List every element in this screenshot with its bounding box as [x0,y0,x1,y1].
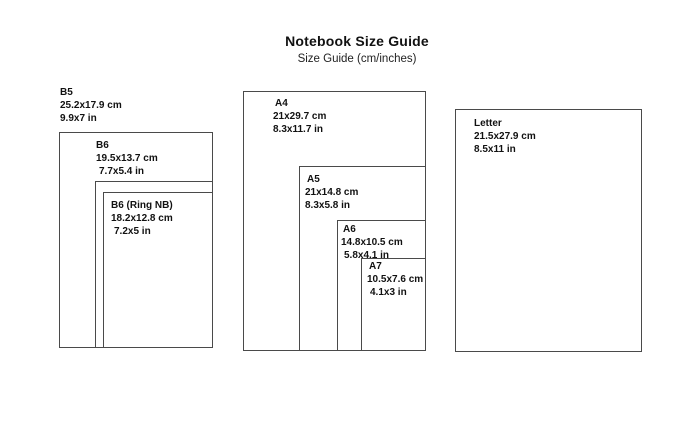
b6-cm: 19.5x13.7 cm [96,153,158,164]
a4-name: A4 [275,98,288,109]
b6-name: B6 [96,140,109,151]
a4-cm: 21x29.7 cm [273,111,327,122]
a5-inches: 8.3x5.8 in [305,200,351,211]
a7-cm: 10.5x7.6 cm [367,274,424,285]
header [7,33,700,65]
b5-label [60,86,122,125]
a7-inches: 4.1x3 in [370,287,407,298]
a7-label [367,260,423,299]
b5-inches: 9.9x7 in [60,113,97,124]
a6-inches: 5.8x4.1 in [344,250,390,261]
b6-ring-name: B6 (Ring NB) [111,200,173,211]
a6-name: A6 [343,224,356,235]
a4-label [273,97,326,136]
b6-inches: 7.7x5.4 in [99,166,145,177]
b6-label [96,139,158,178]
a5-label [305,173,358,212]
a6-label [341,223,403,262]
b5-name: B5 [60,87,73,98]
b6-ring-cm: 18.2x12.8 cm [111,213,173,224]
a5-name: A5 [307,174,320,185]
a4-inches: 8.3x11.7 in [273,124,324,135]
letter-name: Letter [474,118,502,129]
a5-cm: 21x14.8 cm [305,187,359,198]
b5-cm: 25.2x17.9 cm [60,100,122,111]
a7-name: A7 [369,261,382,272]
b6-ring-inches: 7.2x5 in [114,226,151,237]
page-title: Notebook Size Guide [285,33,429,49]
page-subtitle: Size Guide (cm/inches) [297,53,417,65]
letter-inches: 8.5x11 in [474,144,516,155]
letter-label [474,117,536,156]
letter-cm: 21.5x27.9 cm [474,131,536,142]
b6-ring-label [111,199,173,238]
a6-cm: 14.8x10.5 cm [341,237,403,248]
